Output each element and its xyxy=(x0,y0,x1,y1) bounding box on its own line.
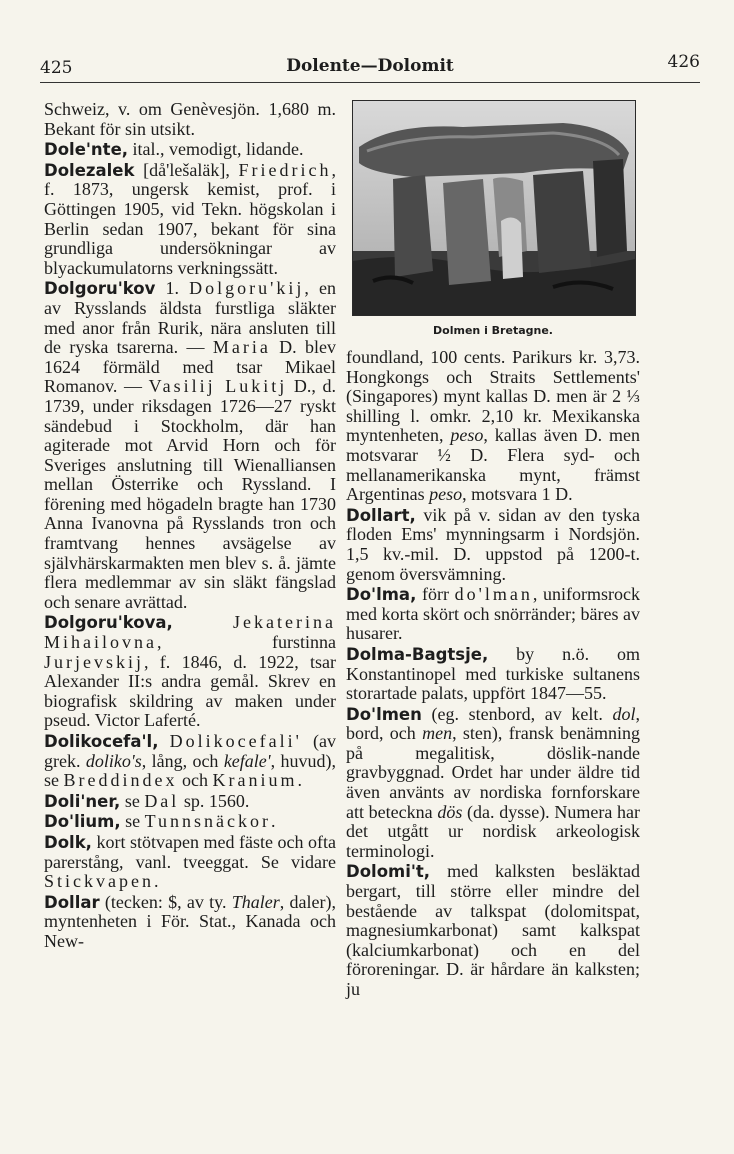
entry-dolikocefal: Dolikocefa'l, Dolikocefali' (av grek. doliko's, lång, och kefale', huvud), se Breddindex och Kranium. xyxy=(44,731,337,791)
entry-dolgorukov: Dolgoru'kov 1. Dolgoru'kij, en av Rysslands äldsta furstliga släkter med anor från Rurik, nära ansluten till de ryska tsarerna. — Maria D. blev 1624 förmäld med tsar Mikael Romanov. — Vasilij Lukitj D., d. 1739, under riksdagen 1726—27 ryskt sändebud i Stockholm, där han agiterade mot Arvid Horn och för Sveriges anslutning till Wienalliansen mellan Österrike och Ryssland. I förening med högadeln bragte han 1730 Anna Ivanovna på Rysslands tron och framtvang hennes avsägelse av självhärskarmakten men blev s. å. jämte flera medlemmar av sin släkt fängslad och senare avrättad. xyxy=(44,278,337,612)
header-rule xyxy=(40,82,700,83)
headword: Dolgoru'kova, xyxy=(44,613,173,633)
entry-dolezalek: Dolezalek [då'lešaläk], Friedrich, f. 1873, ungersk kemist, prof. i Göttingen 1905, vid Tekn. högskolan i Berlin sedan 1907, bekant för sina grundliga undersökningar av blyackumulatorns verkningssätt. xyxy=(44,159,336,278)
entry-dolente: Dole'nte, ital., vemodigt, lidande. xyxy=(44,139,304,160)
page-number-right: 426 xyxy=(667,52,700,72)
headword: Dollart, xyxy=(346,505,416,525)
entry-dollart: Dollart, vik på v. sidan av den tyska floden Ems' mynningsarm i Nordsjön. 1,5 kv.-mil. D. uppstod på 1200-t. genom översvämning. xyxy=(346,504,640,584)
headword: Do'lium, xyxy=(44,812,121,832)
entry-dolma: Do'lma, förr do'lman, uniformsrock med korta skört och snörränder; bäres av husarer. xyxy=(346,584,641,644)
headword: Dole'nte, xyxy=(44,140,129,160)
page-number-left: 425 xyxy=(40,58,73,78)
entry-dolma-bagtsje: Dolma-Bagtsje, by n.ö. om Konstantinopel med turkiske sultanens storartade palats, uppfört 1847—55. xyxy=(346,643,640,704)
entry-dollar: Dollar (tecken: $, av ty. Thaler, daler), myntenheten i För. Stat., Kanada och New- xyxy=(44,891,336,951)
running-header xyxy=(40,50,700,90)
entry-dolk: Dolk, kort stötvapen med fäste och ofta parerstång, vanl. tveeggat. Se vidare Stickvapen. xyxy=(44,831,336,892)
entry-dolmen: Do'lmen (eg. stenbord, av kelt. dol, bord, och men, sten), fransk benämning på megalitisk, döslik-nande gravbyggnad. Ordet har under äldre tid även använts av nordiska fornforskare att beteckna dös (da. dysse). Numera har det utgått ur nordisk arkeologisk terminologi. xyxy=(346,703,641,861)
headword: Doli'ner, xyxy=(44,791,121,811)
entry-dolgorukova: Dolgoru'kova, Jekaterina Mihailovna, furstinna Jurjevskij, f. 1846, d. 1922, tsar Alexander II:s andra gemål. Skrev en biografisk skildring av maken under pseud. Victor Laferté. xyxy=(44,612,336,731)
headword: Dolgoru'kov xyxy=(44,279,156,299)
headword: Dolk, xyxy=(44,832,92,852)
entry-dolomit: Dolomi't, med kalksten besläktad bergart, till större eller mindre del bestående av talkspat (dolomitspat, magnesiumkarbonat) samt kalkspat (kalciumkarbonat) och en del föroreningar. D. är hårdare än kalksten; ju xyxy=(346,861,640,999)
figure-caption: Dolmen i Bretagne. xyxy=(433,324,553,337)
headword: Dolezalek xyxy=(44,160,135,180)
headword: Dollar xyxy=(44,892,100,912)
dolmen-photo xyxy=(352,100,636,316)
headword: Do'lmen xyxy=(346,704,422,724)
entry-continuation: Schweiz, v. om Genèvesjön. 1,680 m. Bekant för sin utsikt. xyxy=(44,99,336,139)
dolmen-figure xyxy=(346,100,640,337)
headword: Dolma-Bagtsje, xyxy=(346,644,489,664)
left-column xyxy=(44,100,336,953)
entry-dollar-continuation: foundland, 100 cents. Parikurs kr. 3,73. Hongkongs och Straits Settlements' (Singapores) mynt kallas D. men är 2 ⅓ shilling l. omkr. 2,10 kr. Mexikanska myntenheten, peso, kallas även D. men motsvarar ½ D. Flera syd- och mellanamerikanska mynt, främst Argentinas peso, motsvara 1 D. xyxy=(346,347,640,505)
headword: Dolomi't, xyxy=(346,862,431,882)
headword: Dolikocefa'l, xyxy=(44,732,159,751)
entry-doliner: Doli'ner, se Dal sp. 1560. xyxy=(44,790,250,811)
running-title: Dolente—Dolomit xyxy=(286,56,454,76)
entry-dolium: Do'lium, se Tunnsnäckor. xyxy=(44,811,276,832)
headword: Do'lma, xyxy=(346,585,417,605)
right-column-text xyxy=(346,348,640,1001)
